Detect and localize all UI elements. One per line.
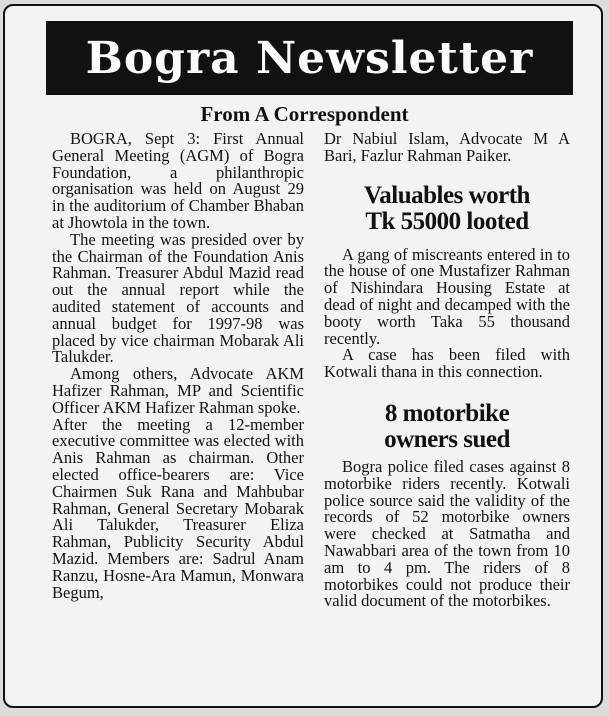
article2-headline-line2: Tk 55000 looted [365, 207, 529, 235]
article3-headline [324, 401, 570, 453]
masthead-banner [46, 21, 573, 95]
article1-paragraph-1: BOGRA, Sept 3: First Annual General Meeting (AGM) of Bogra Foundation, a philanthropic organisation was held on August 29 in the auditorium of Chamber Bhaban at Jhowtola in the town. [52, 129, 304, 232]
article1-paragraph-2: The meeting was presided over by the Chairman of the Foundation Anis Rahman. Treasurer Abdul Mazid read out the annual report while the audited statement of accounts and annual budget for 1997-98 was placed by vice chairman Mobarak Ali Talukder. [52, 229, 304, 367]
column-left [52, 131, 304, 601]
article1-paragraph-4: After the meeting a 12-member executive committee was elected with Anis Rahman as chairman. Other elected office-bearers are: Vice Chairmen Suk Rana and Mahbubar Rahman, General Secretary Mobarak Ali Talukder, Treasurer Eliza Rahman, Publicity Security Abdul Mazid. Members are: Sadrul Anam Ranzu, Hosne-Ara Mamun, Monwara Begum, [52, 414, 304, 602]
article3-headline-line2: owners sued [384, 425, 510, 453]
article2-paragraph-2: A case has been filed with Kotwali thana in this connection. [324, 345, 570, 382]
article1-paragraph-3: Among others, Advocate AKM Hafizer Rahman, MP and Scientific Officer AKM Hafizer Rahman spoke. [52, 364, 304, 417]
article2-headline [324, 183, 570, 235]
article3-headline-line1: 8 motorbike [384, 399, 510, 427]
article2-headline-line1: Valuables worth [364, 181, 530, 209]
newsletter-title: Bogra Newsletter [85, 32, 534, 84]
article2-paragraph-1: A gang of miscreants entered in to the house of one Mustafizer Rahman of Nishindara Housing Estate at dead of night and decamped with the booty worth Taka 55 thousand recently. [324, 244, 570, 348]
article1-paragraph-5: Dr Nabiul Islam, Advocate M A Bari, Fazlur Rahman Paiker. [324, 129, 570, 165]
column-right [324, 131, 570, 610]
byline: From A Correspondent [200, 102, 409, 126]
article3-paragraph-1: Bogra police filed cases against 8 motorbike riders recently. Kotwali police source said the validity of the records of 52 motorbike owners were checked at Satmatha and Nawabbari area of the town from 10 am to 4 pm. The riders of 8 motorbikes could not produce their valid document of the motorbikes. [324, 456, 570, 611]
